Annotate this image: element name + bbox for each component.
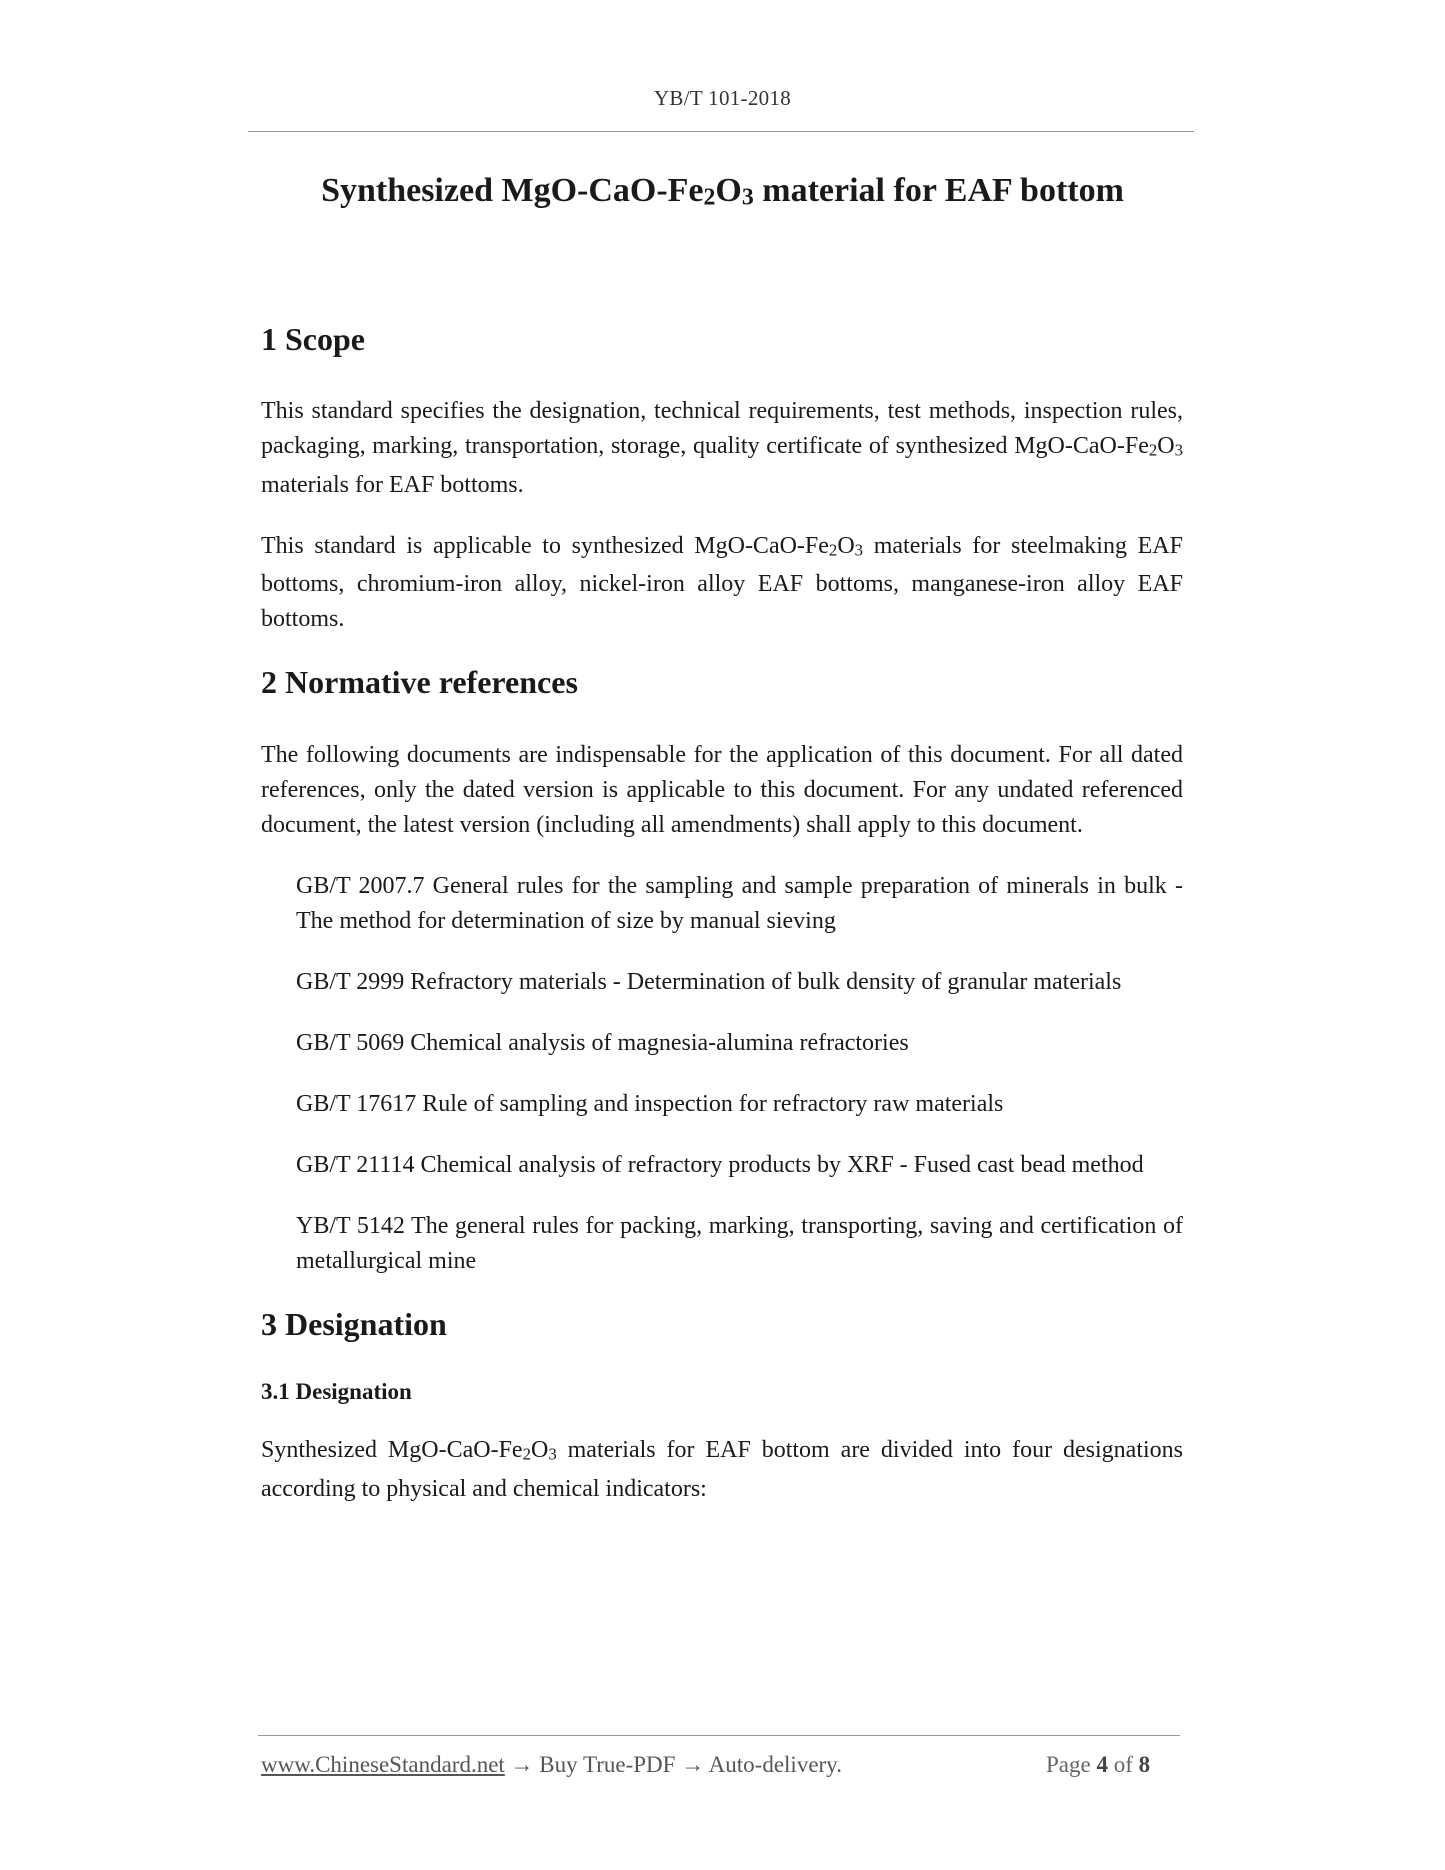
page-number [1046, 1752, 1150, 1778]
scope-paragraph-1 [261, 394, 1183, 503]
page-current: 4 [1096, 1752, 1108, 1777]
designation-text-c: materials for EAF bottom are divided into four designations according to physical and chemical indicators: [261, 1437, 1183, 1502]
section-heading-scope: 1 Scope [261, 321, 365, 357]
reference-item: GB/T 5069 Chemical analysis of magnesia-alumina refractories [296, 1029, 909, 1056]
normative-intro: The following documents are indispensable for the application of this document. For all dated references, only the dated version is applicable to this document. For any undated referenced document, the latest version (including all amendments) shall apply to this document. [261, 741, 1183, 838]
reference-item: GB/T 2007.7 General rules for the sampling and sample preparation of minerals in bulk - The method for determination of size by manual sieving [296, 872, 1183, 934]
title-text-a: Synthesized MgO-CaO-Fe [321, 172, 704, 209]
scope-p1-text-b: O [1157, 433, 1175, 460]
reference-item: GB/T 2999 Refractory materials - Determination of bulk density of granular materials [296, 968, 1122, 995]
delivery-text: Auto-delivery. [704, 1752, 842, 1777]
section-designation [261, 1305, 1183, 1507]
designation-sub-2: 3 [548, 1444, 557, 1464]
section-scope [261, 320, 1183, 637]
scope-paragraph-2 [261, 529, 1183, 638]
page-total: 8 [1138, 1752, 1151, 1777]
designation-sub-1: 2 [522, 1444, 531, 1464]
title-subscript-1: 2 [703, 184, 716, 211]
scope-p2-text-a: This standard is applicable to synthesized MgO-CaO-Fe [261, 532, 829, 559]
scope-p2-sub-1: 2 [828, 540, 838, 560]
buy-text: Buy True-PDF [533, 1752, 682, 1777]
page-label: Page [1046, 1752, 1091, 1777]
section-normative-references [261, 663, 1183, 1278]
document-title [0, 172, 1445, 212]
page-header-standard-code: YB/T 101-2018 [653, 86, 792, 110]
reference-item: GB/T 17617 Rule of sampling and inspection for refractory raw materials [296, 1090, 1004, 1117]
document-body [261, 320, 1183, 1533]
arrow-icon: → [681, 1752, 705, 1777]
header-divider [248, 131, 1194, 132]
title-subscript-2: 3 [741, 184, 754, 211]
arrow-icon: → [510, 1752, 534, 1777]
section-heading-designation: 3 Designation [261, 1305, 447, 1342]
scope-p1-text-a: This standard specifies the designation, technical requirements, test methods, inspection rules, packaging, marking, transportation, storage, quality certificate of synthesized MgO-CaO-Fe [261, 398, 1183, 460]
designation-text-a: Synthesized MgO-CaO-Fe [261, 1437, 523, 1464]
designation-text-b: O [530, 1437, 549, 1464]
scope-p1-sub-2: 3 [1174, 440, 1183, 460]
scope-p2-text-b: O [837, 532, 855, 559]
footer-promo [261, 1752, 842, 1778]
title-text-b: O [715, 172, 742, 209]
footer-divider [258, 1735, 1180, 1736]
site-link[interactable]: www.ChineseStandard.net [261, 1752, 505, 1777]
reference-item: GB/T 21114 Chemical analysis of refractory products by XRF - Fused cast bead method [296, 1151, 1144, 1178]
of-label: of [1113, 1752, 1133, 1777]
scope-p2-text-c: materials for steelmaking EAF bottoms, chromium-iron alloy, nickel-iron alloy EAF bottoms, manganese-iron alloy EAF bottoms. [261, 532, 1183, 633]
title-text-c: material for EAF bottom [753, 172, 1124, 209]
designation-paragraph [261, 1433, 1183, 1507]
scope-p1-text-c: materials for EAF bottoms. [261, 471, 524, 498]
subsection-heading-designation: 3.1 Designation [261, 1379, 412, 1405]
reference-item: YB/T 5142 The general rules for packing, marking, transporting, saving and certification of metallurgical mine [296, 1212, 1183, 1274]
scope-p2-sub-2: 3 [854, 540, 864, 560]
scope-p1-sub-1: 2 [1148, 440, 1158, 460]
section-heading-normative: 2 Normative references [261, 664, 578, 701]
